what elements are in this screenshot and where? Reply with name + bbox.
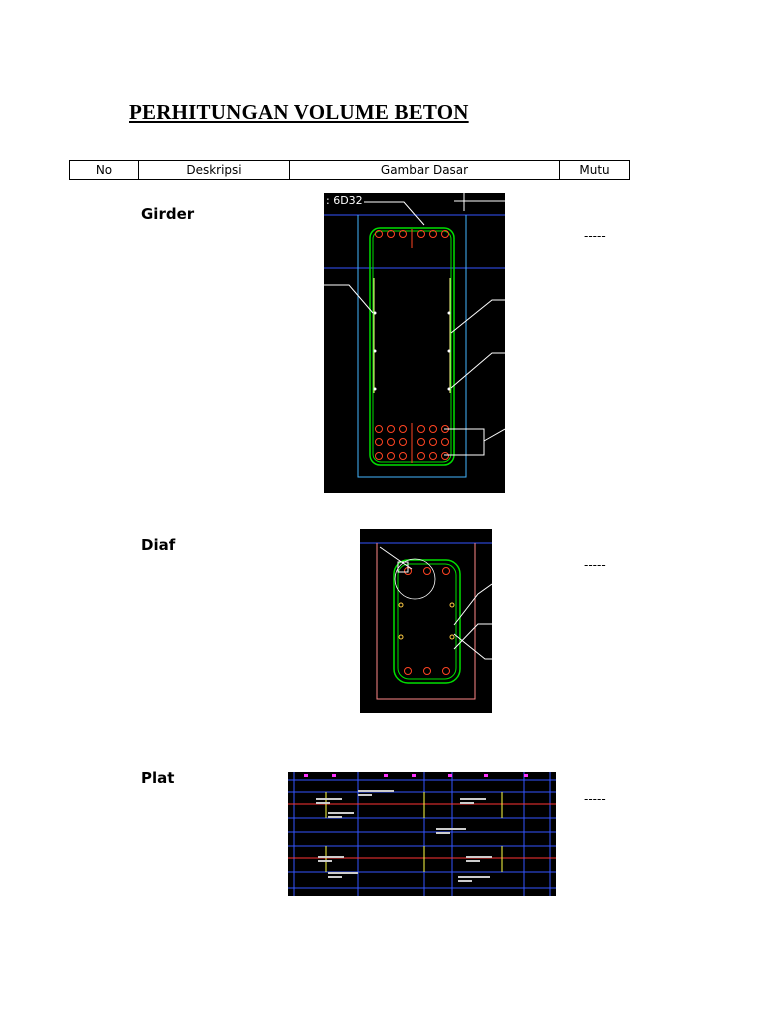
row-plat-label: Plat (141, 769, 175, 787)
diaf-cad-drawing (360, 529, 492, 713)
header-row (70, 161, 630, 180)
header-table (69, 160, 630, 180)
row-plat-mutu: ----- (584, 792, 606, 806)
row-girder-mutu: ----- (584, 229, 606, 243)
girder-rebar-label: : 6D32 (326, 194, 363, 207)
header-deskripsi: Deskripsi (139, 161, 290, 180)
row-diaf-mutu: ----- (584, 558, 606, 572)
plat-cad-drawing (288, 772, 556, 896)
row-diaf-label: Diaf (141, 536, 176, 554)
header-mutu: Mutu (560, 161, 630, 180)
girder-cad-drawing (324, 193, 505, 493)
header-gambar-dasar: Gambar Dasar (290, 161, 560, 180)
row-girder-label: Girder (141, 205, 195, 223)
header-no: No (70, 161, 139, 180)
page-title: PERHITUNGAN VOLUME BETON (129, 100, 469, 124)
